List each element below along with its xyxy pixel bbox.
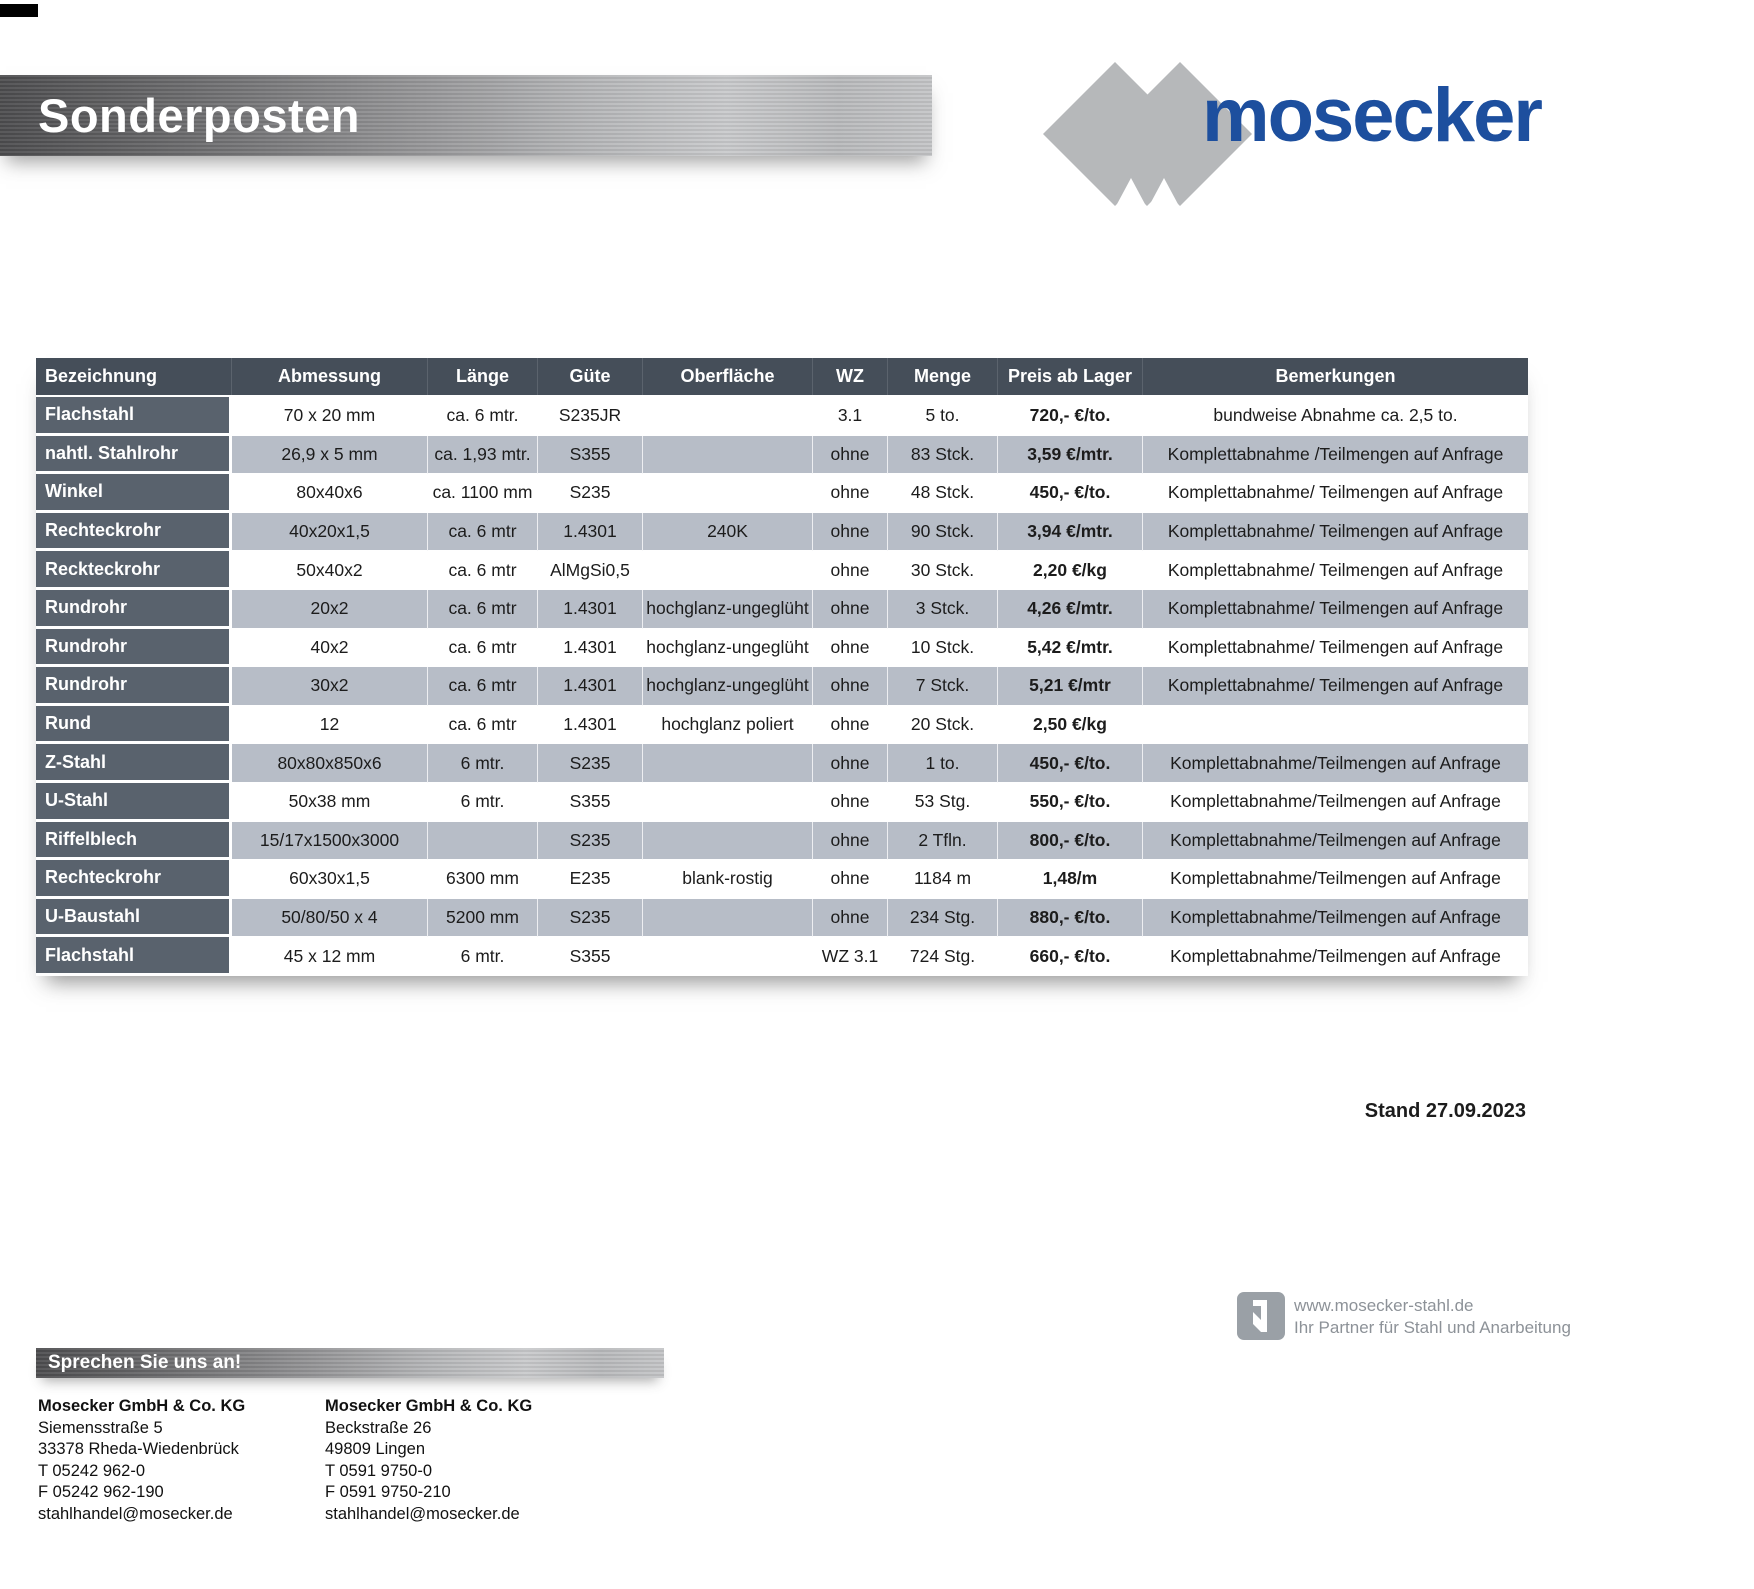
cell-menge: 30 Stck. <box>888 551 998 590</box>
cell-oberflaeche <box>643 436 813 475</box>
column-header-bezeichnung: Bezeichnung <box>36 358 232 395</box>
cell-abmessung: 50x38 mm <box>232 783 428 822</box>
cell-abmessung: 26,9 x 5 mm <box>232 436 428 475</box>
cell-guete: S235 <box>538 744 643 783</box>
cell-laenge: ca. 6 mtr <box>428 629 538 668</box>
cell-bemerkungen: Komplettabnahme/ Teilmengen auf Anfrage <box>1143 590 1528 629</box>
cell-abmessung: 40x20x1,5 <box>232 513 428 552</box>
cell-bemerkungen: Komplettabnahme/ Teilmengen auf Anfrage <box>1143 551 1528 590</box>
cell-oberflaeche: blank-rostig <box>643 860 813 899</box>
cell-bezeichnung: U-Baustahl <box>36 899 232 938</box>
page-title: Sonderposten <box>38 89 360 142</box>
cell-laenge: ca. 1,93 mtr. <box>428 436 538 475</box>
cell-preis: 5,21 €/mtr <box>998 667 1143 706</box>
table-row <box>36 899 1528 938</box>
cell-menge: 5 to. <box>888 397 998 436</box>
column-header-oberflaeche: Oberfläche <box>643 358 813 395</box>
table-row <box>36 436 1528 475</box>
cell-preis: 720,- €/to. <box>998 397 1143 436</box>
location-rheda <box>38 1396 245 1525</box>
cell-abmessung: 80x80x850x6 <box>232 744 428 783</box>
cell-bemerkungen: Komplettabnahme/Teilmengen auf Anfrage <box>1143 860 1528 899</box>
cell-preis: 800,- €/to. <box>998 822 1143 861</box>
stand-date: Stand 27.09.2023 <box>1364 1100 1526 1122</box>
cell-oberflaeche: hochglanz-ungeglüht <box>643 629 813 668</box>
title-banner <box>0 75 932 156</box>
cell-guete: E235 <box>538 860 643 899</box>
cell-bezeichnung: Rechteckrohr <box>36 860 232 899</box>
footer-site <box>1294 1295 1571 1339</box>
cell-bezeichnung: Rundrohr <box>36 629 232 668</box>
mosecker-wordmark: mosecker <box>1202 73 1541 158</box>
cell-guete: 1.4301 <box>538 667 643 706</box>
table-row <box>36 783 1528 822</box>
contact-banner <box>36 1348 664 1378</box>
cell-guete: S355 <box>538 436 643 475</box>
cell-abmessung: 70 x 20 mm <box>232 397 428 436</box>
column-header-menge: Menge <box>888 358 998 395</box>
cell-oberflaeche <box>643 397 813 436</box>
cell-wz: ohne <box>813 551 888 590</box>
cell-abmessung: 20x2 <box>232 590 428 629</box>
cell-menge: 10 Stck. <box>888 629 998 668</box>
cell-bezeichnung: Rundrohr <box>36 667 232 706</box>
table-row <box>36 629 1528 668</box>
cell-oberflaeche <box>643 783 813 822</box>
cell-guete: 1.4301 <box>538 590 643 629</box>
table-row <box>36 667 1528 706</box>
cell-bemerkungen: Komplettabnahme/Teilmengen auf Anfrage <box>1143 899 1528 938</box>
cell-preis: 2,20 €/kg <box>998 551 1143 590</box>
cell-oberflaeche: 240K <box>643 513 813 552</box>
cell-bemerkungen: Komplettabnahme/Teilmengen auf Anfrage <box>1143 783 1528 822</box>
table-row <box>36 551 1528 590</box>
cell-bezeichnung: Rund <box>36 706 232 745</box>
cell-abmessung: 12 <box>232 706 428 745</box>
cell-bezeichnung: Rundrohr <box>36 590 232 629</box>
cell-wz: ohne <box>813 706 888 745</box>
cell-guete: 1.4301 <box>538 513 643 552</box>
cell-oberflaeche <box>643 744 813 783</box>
table-row <box>36 590 1528 629</box>
cell-bezeichnung: Flachstahl <box>36 397 232 436</box>
cell-preis: 1,48/m <box>998 860 1143 899</box>
corner-mark <box>0 4 38 17</box>
cell-menge: 20 Stck. <box>888 706 998 745</box>
cell-menge: 48 Stck. <box>888 474 998 513</box>
table-header <box>36 358 1528 397</box>
email-line: stahlhandel@mosecker.de <box>38 1504 233 1523</box>
column-header-bemerkungen: Bemerkungen <box>1275 366 1396 386</box>
column-header-wz: WZ <box>813 358 888 395</box>
cell-menge: 7 Stck. <box>888 667 998 706</box>
table-row <box>36 744 1528 783</box>
cell-bemerkungen: bundweise Abnahme ca. 2,5 to. <box>1143 397 1528 436</box>
cell-laenge <box>428 822 538 861</box>
cell-guete: S235 <box>538 822 643 861</box>
cell-laenge: ca. 6 mtr <box>428 551 538 590</box>
cell-laenge: 5200 mm <box>428 899 538 938</box>
table-row <box>36 937 1528 976</box>
cell-menge: 234 Stg. <box>888 899 998 938</box>
cell-bezeichnung: Winkel <box>36 474 232 513</box>
column-header-laenge: Länge <box>428 358 538 395</box>
phone-line: T 05242 962-0 <box>38 1461 146 1480</box>
cell-oberflaeche <box>643 822 813 861</box>
cell-wz: ohne <box>813 822 888 861</box>
cell-guete: S355 <box>538 937 643 976</box>
cell-oberflaeche: hochglanz-ungeglüht <box>643 667 813 706</box>
cell-menge: 1184 m <box>888 860 998 899</box>
address-line: Siemensstraße 5 <box>38 1418 163 1437</box>
cell-laenge: 6 mtr. <box>428 937 538 976</box>
cell-abmessung: 50x40x2 <box>232 551 428 590</box>
cell-laenge: ca. 6 mtr. <box>428 397 538 436</box>
company-name: Mosecker GmbH & Co. KG <box>325 1397 533 1415</box>
cell-menge: 83 Stck. <box>888 436 998 475</box>
cell-preis: 5,42 €/mtr. <box>998 629 1143 668</box>
cell-laenge: ca. 6 mtr <box>428 667 538 706</box>
column-header-preis: Preis ab Lager <box>998 358 1143 395</box>
cell-guete: 1.4301 <box>538 706 643 745</box>
cell-laenge: ca. 1100 mm <box>428 474 538 513</box>
cell-bezeichnung: Rechteckrohr <box>36 513 232 552</box>
cell-bemerkungen: Komplettabnahme/Teilmengen auf Anfrage <box>1143 937 1528 976</box>
cell-guete: 1.4301 <box>538 629 643 668</box>
cell-wz: ohne <box>813 629 888 668</box>
cell-bemerkungen: Komplettabnahme/ Teilmengen auf Anfrage <box>1143 629 1528 668</box>
cell-guete: AlMgSi0,5 <box>538 551 643 590</box>
cell-guete: S235 <box>538 474 643 513</box>
price-table <box>36 358 1528 976</box>
cell-preis: 4,26 €/mtr. <box>998 590 1143 629</box>
cell-preis: 2,50 €/kg <box>998 706 1143 745</box>
contact-banner-label: Sprechen Sie uns an! <box>48 1352 242 1373</box>
table-row <box>36 474 1528 513</box>
cell-abmessung: 30x2 <box>232 667 428 706</box>
cell-preis: 3,94 €/mtr. <box>998 513 1143 552</box>
cell-bemerkungen: Komplettabnahme/ Teilmengen auf Anfrage <box>1143 667 1528 706</box>
cell-guete: S235 <box>538 899 643 938</box>
cell-oberflaeche <box>643 937 813 976</box>
cell-bemerkungen: Komplettabnahme/ Teilmengen auf Anfrage <box>1143 513 1528 552</box>
cell-bemerkungen: Komplettabnahme/Teilmengen auf Anfrage <box>1143 744 1528 783</box>
cell-laenge: ca. 6 mtr <box>428 706 538 745</box>
cell-wz: ohne <box>813 667 888 706</box>
cell-menge: 3 Stck. <box>888 590 998 629</box>
cell-wz: WZ 3.1 <box>813 937 888 976</box>
cell-bezeichnung: Riffelblech <box>36 822 232 861</box>
fax-line: F 0591 9750-210 <box>325 1483 451 1501</box>
cell-wz: ohne <box>813 513 888 552</box>
cell-oberflaeche <box>643 551 813 590</box>
table-row <box>36 513 1528 552</box>
cell-abmessung: 45 x 12 mm <box>232 937 428 976</box>
cell-oberflaeche: hochglanz poliert <box>643 706 813 745</box>
cell-bemerkungen: Komplettabnahme/ Teilmengen auf Anfrage <box>1143 474 1528 513</box>
cell-wz: ohne <box>813 436 888 475</box>
column-header-abmessung: Abmessung <box>232 358 428 395</box>
cell-laenge: 6300 mm <box>428 860 538 899</box>
cell-bemerkungen: Komplettabnahme /Teilmengen auf Anfrage <box>1143 436 1528 475</box>
cell-preis: 450,- €/to. <box>998 474 1143 513</box>
cell-wz: ohne <box>813 474 888 513</box>
cell-bemerkungen: Komplettabnahme/Teilmengen auf Anfrage <box>1143 822 1528 861</box>
cell-bezeichnung: U-Stahl <box>36 783 232 822</box>
cell-abmessung: 15/17x1500x3000 <box>232 822 428 861</box>
cell-abmessung: 60x30x1,5 <box>232 860 428 899</box>
cell-abmessung: 40x2 <box>232 629 428 668</box>
cell-wz: ohne <box>813 744 888 783</box>
address-line: 33378 Rheda-Wiedenbrück <box>38 1440 239 1458</box>
cell-laenge: ca. 6 mtr <box>428 590 538 629</box>
fax-line: F 05242 962-190 <box>38 1483 164 1501</box>
cell-menge: 2 Tfln. <box>888 822 998 861</box>
cell-wz: ohne <box>813 783 888 822</box>
cell-menge: 1 to. <box>888 744 998 783</box>
location-lingen <box>325 1396 532 1525</box>
cell-preis: 450,- €/to. <box>998 744 1143 783</box>
cell-bezeichnung: nahtl. Stahlrohr <box>36 436 232 475</box>
table-body <box>36 397 1528 976</box>
email-line: stahlhandel@mosecker.de <box>325 1504 520 1523</box>
table-row <box>36 397 1528 436</box>
cell-abmessung: 50/80/50 x 4 <box>232 899 428 938</box>
website-url: www.mosecker-stahl.de <box>1294 1296 1474 1315</box>
column-header-guete: Güte <box>538 358 643 395</box>
cell-oberflaeche <box>643 899 813 938</box>
cell-preis: 3,59 €/mtr. <box>998 436 1143 475</box>
cell-oberflaeche: hochglanz-ungeglüht <box>643 590 813 629</box>
cell-wz: ohne <box>813 899 888 938</box>
cell-wz: ohne <box>813 590 888 629</box>
cell-abmessung: 80x40x6 <box>232 474 428 513</box>
company-name: Mosecker GmbH & Co. KG <box>38 1397 246 1415</box>
cell-guete: S235JR <box>538 397 643 436</box>
mosecker-stahl-badge-icon <box>1237 1292 1285 1340</box>
cell-preis: 550,- €/to. <box>998 783 1143 822</box>
cell-bezeichnung: Z-Stahl <box>36 744 232 783</box>
cell-laenge: 6 mtr. <box>428 783 538 822</box>
address-line: 49809 Lingen <box>325 1440 426 1458</box>
cell-bemerkungen <box>1143 706 1528 745</box>
cell-menge: 53 Stg. <box>888 783 998 822</box>
table-row <box>36 860 1528 899</box>
cell-preis: 660,- €/to. <box>998 937 1143 976</box>
table-row <box>36 822 1528 861</box>
cell-oberflaeche <box>643 474 813 513</box>
footer-slogan: Ihr Partner für Stahl und Anarbeitung <box>1294 1318 1571 1337</box>
cell-wz: 3.1 <box>813 397 888 436</box>
cell-menge: 90 Stck. <box>888 513 998 552</box>
cell-preis: 880,- €/to. <box>998 899 1143 938</box>
cell-guete: S355 <box>538 783 643 822</box>
cell-bezeichnung: Reckteckrohr <box>36 551 232 590</box>
table-row <box>36 706 1528 745</box>
cell-menge: 724 Stg. <box>888 937 998 976</box>
cell-bezeichnung: Flachstahl <box>36 937 232 976</box>
cell-laenge: 6 mtr. <box>428 744 538 783</box>
address-line: Beckstraße 26 <box>325 1418 432 1437</box>
cell-laenge: ca. 6 mtr <box>428 513 538 552</box>
phone-line: T 0591 9750-0 <box>325 1461 433 1480</box>
cell-wz: ohne <box>813 860 888 899</box>
